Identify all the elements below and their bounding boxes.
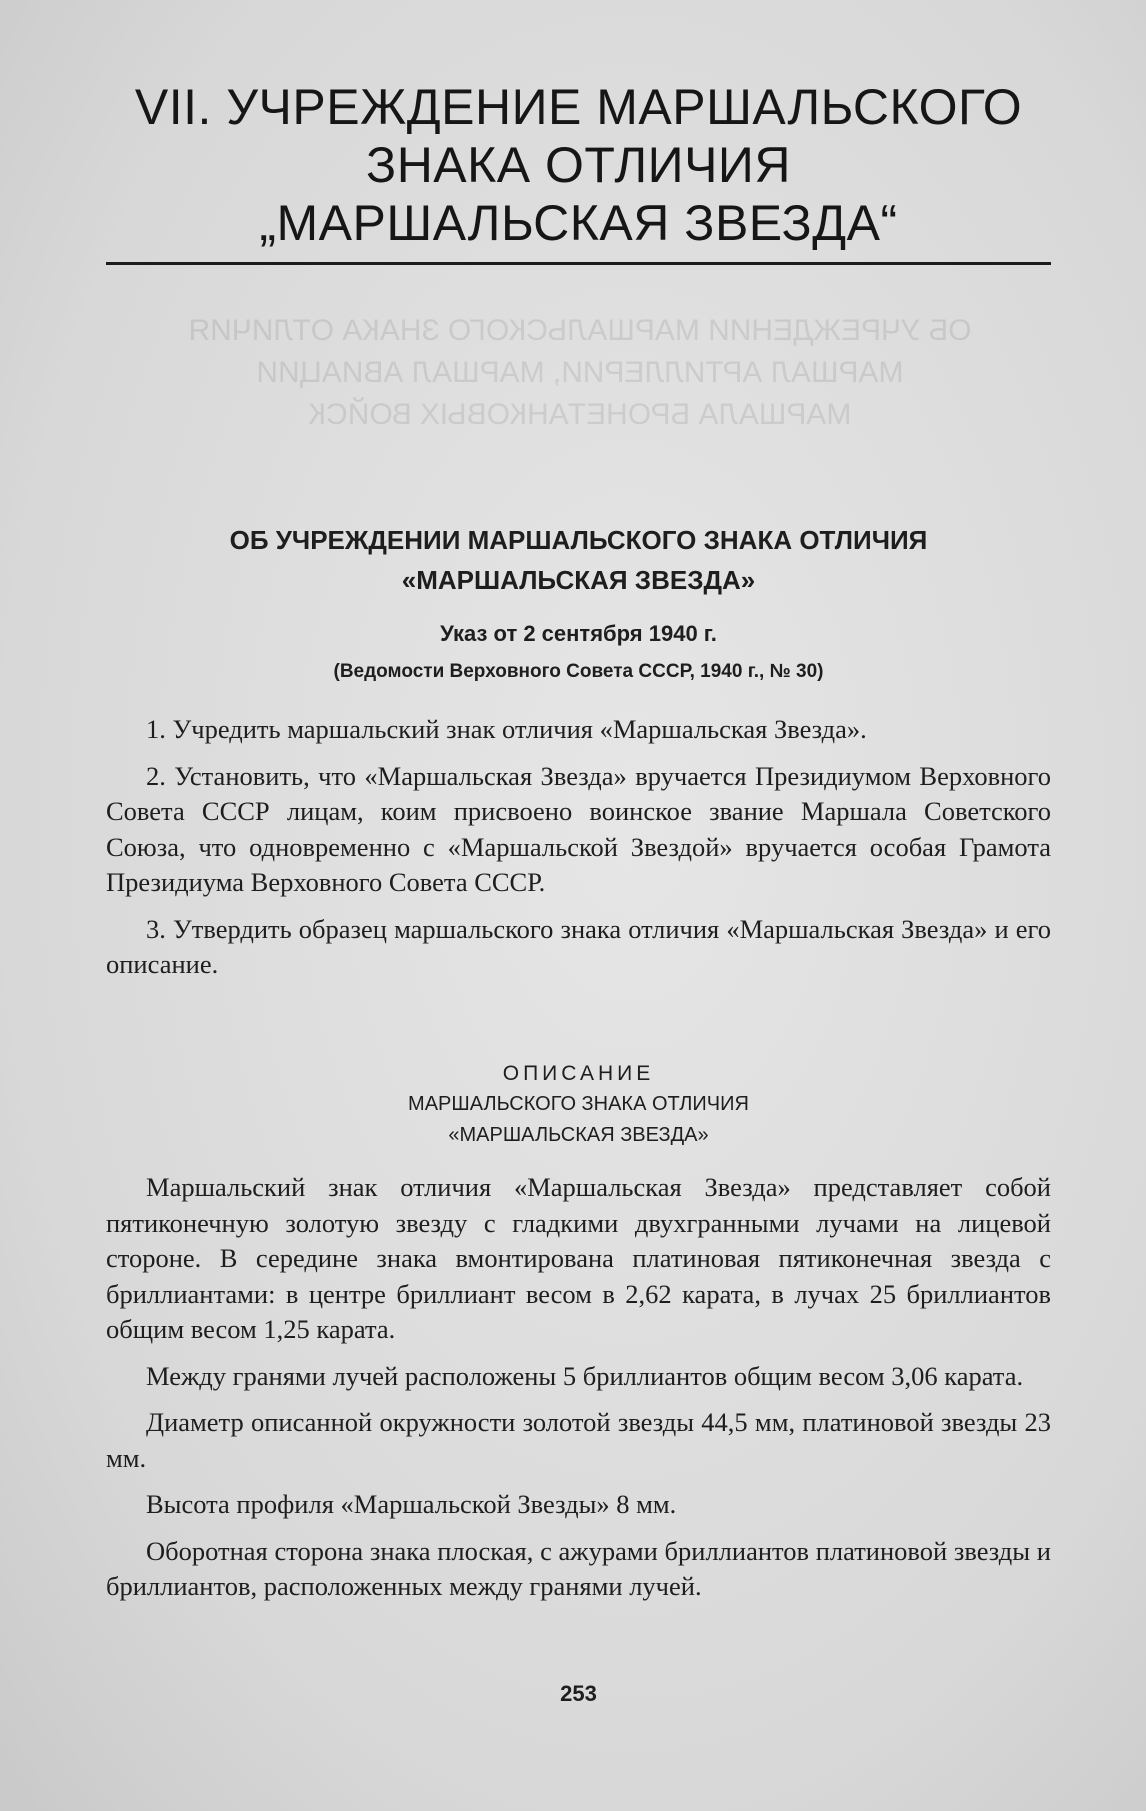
show-through-bleed: ОБ УЧРЕЖДЕНИИ МАРШАЛЬСКОГО ЗНАКА ОТЛИЧИЯ МАРШАЛ АРТИЛЛЕРИИ, МАРШАЛ АВИАЦИИ МАРШАЛА БРОНЕТАНКОВЫХ ВОЙСК (188, 314, 972, 431)
description-paragraph: Оборотная сторона знака плоская, с ажурами бриллиантов платиновой звезды и бриллиантов, расположенных между гранями лучей. (106, 1535, 1051, 1601)
description-paragraph: Между гранями лучей расположены 5 бриллиантов общим весом 3,06 карата. (146, 1360, 1024, 1391)
decree-article: 2. Установить, что «Маршальская Звезда» вручается Президиумом Верховного Совета СССР лицам, коим присвоено воинское звание Маршала Советского Союза, что одновременно с «Маршальской Звездой» вручается особая Грамота Президиума Верховного Совета СССР. (106, 760, 1051, 897)
chapter-title-line: „МАРШАЛЬСКАЯ ЗВЕЗДА“ (259, 195, 898, 251)
decree-articles (106, 712, 1051, 994)
description-title: ОПИСАНИЕ (502, 1062, 655, 1085)
decree-title (106, 520, 1051, 600)
chapter-title-line: VII. УЧРЕЖДЕНИЕ МАРШАЛЬСКОГО (134, 79, 1023, 135)
description-subtitle-line: МАРШАЛЬСКОГО ЗНАКА ОТЛИЧИЯ (408, 1093, 749, 1115)
chapter-title (106, 78, 1051, 252)
decree-article: 3. Утвердить образец маршальского знака отличия «Маршальская Звезда» и его описание. (106, 913, 1051, 979)
description-heading (106, 1058, 1051, 1151)
decree-source: (Ведомости Верховного Совета СССР, 1940 г., № 30) (333, 661, 824, 682)
page-number: 253 (560, 1681, 597, 1706)
decree-title-line: «МАРШАЛЬСКАЯ ЗВЕЗДА» (401, 565, 756, 595)
description-subtitle-line: «МАРШАЛЬСКАЯ ЗВЕЗДА» (448, 1124, 709, 1146)
description-body (106, 1170, 1051, 1616)
decree-date: Указ от 2 сентября 1940 г. (440, 621, 717, 646)
decree-article: 1. Учредить маршальский знак отличия «Маршальская Звезда». (146, 714, 867, 744)
chapter-title-line: ЗНАКА ОТЛИЧИЯ (366, 137, 791, 193)
decree-title-line: ОБ УЧРЕЖДЕНИИ МАРШАЛЬСКОГО ЗНАКА ОТЛИЧИЯ (229, 525, 928, 555)
description-paragraph: Диаметр описанной окружности золотой звезды 44,5 мм, платиновой звезды 23 мм. (106, 1407, 1051, 1473)
description-paragraph: Высота профиля «Маршальской Звезды» 8 мм. (146, 1489, 677, 1519)
description-paragraph: Маршальский знак отличия «Маршальская Звезда» представляет собой пятиконечную золотую звезду с гладкими двухгранными лучами на лицевой стороне. В середине знака вмонтирована платиновая пятиконечная звезда с бриллиантами: в центре бриллиант весом в 2,62 карата, в лучах 25 бриллиантов общим весом 1,25 карата. (106, 1172, 1051, 1344)
title-divider (106, 262, 1051, 265)
